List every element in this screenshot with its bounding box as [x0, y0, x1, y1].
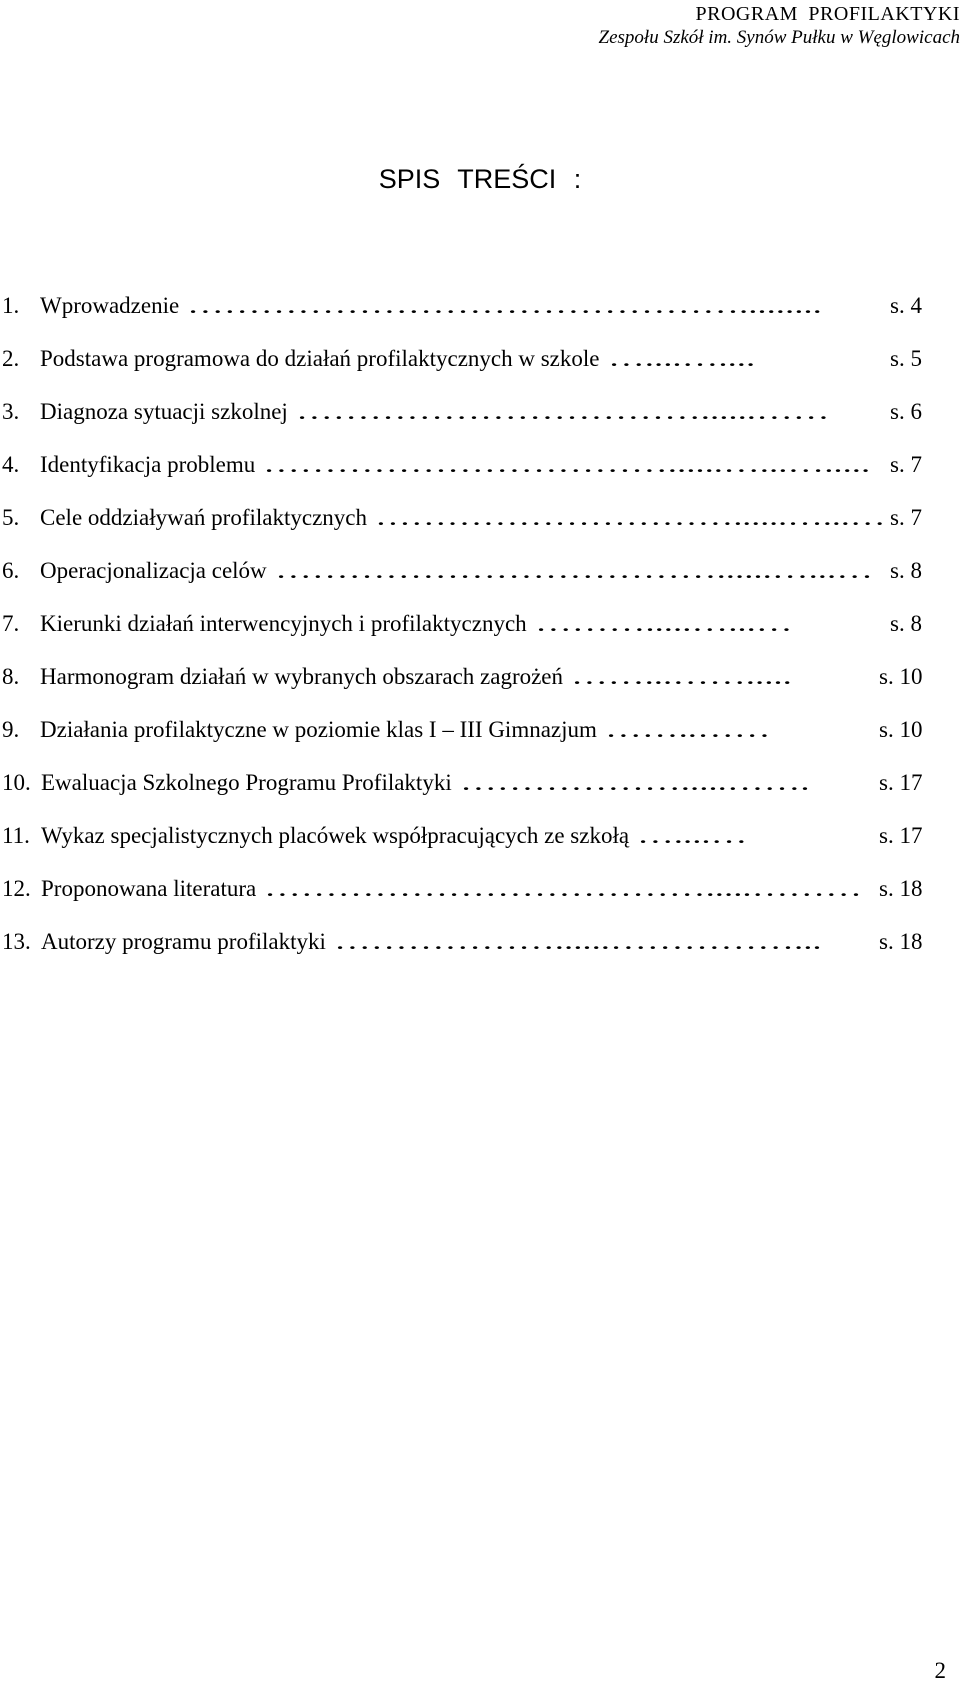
toc-entry-page: s. 7: [890, 505, 922, 530]
toc-entry-number: 5.: [2, 505, 20, 530]
toc-entry-label: Harmonogram działań w wybranych obszarach zagrożeń: [40, 664, 564, 689]
toc-entry-number: 12.: [2, 876, 31, 901]
toc-entry-label: Działania profilaktyczne w poziomie klas I – III Gimnazjum: [40, 717, 597, 742]
toc-entry-number: 4.: [2, 452, 20, 477]
toc-entry-number: 13.: [2, 929, 31, 954]
toc-entry[interactable]: [0, 927, 960, 980]
toc-entry-label: Cele oddziaływań profilaktycznych: [40, 505, 367, 530]
toc-entry-leader: ……………………………......……: [296, 399, 830, 424]
toc-entry-number: 11.: [2, 823, 30, 848]
toc-entry-leader: ……...…….....: [571, 664, 792, 689]
page-number: 2: [934, 1658, 946, 1683]
toc-entry-leader: ………………......……………...: [334, 929, 822, 954]
toc-entry-page: s. 18: [879, 929, 923, 954]
document-title: SPIS TREŚCI :: [378, 164, 582, 194]
toc-entry-label: Kierunki działań interwencyjnych i profilaktycznych: [40, 611, 527, 636]
toc-entry-page: s. 18: [879, 876, 923, 901]
toc-entry-leader: …………………………......…...…: [375, 505, 886, 530]
toc-entry-label: Wykaz specjalistycznych placówek współpracujących ze szkołą: [41, 823, 630, 848]
toc-entry-page: s. 17: [879, 823, 923, 848]
toc-entry-label: Proponowana literatura: [41, 876, 257, 901]
table-of-contents: [0, 291, 960, 980]
header-title: PROGRAM PROFILAKTYKI: [695, 3, 960, 25]
toc-entry[interactable]: [0, 662, 960, 715]
toc-entry[interactable]: [0, 397, 960, 450]
toc-entry-label: Ewaluacja Szkolnego Programu Profilaktyki: [41, 770, 452, 795]
toc-entry[interactable]: [0, 609, 960, 662]
toc-entry-leader: ………………………………......…...…: [275, 558, 873, 583]
toc-entry-leader: ……….....…...…: [535, 611, 793, 636]
header-subtitle: Zespołu Szkół im. Synów Pułku w Węglowicach: [598, 27, 960, 48]
toc-entry-page: s. 10: [879, 664, 923, 689]
toc-entry[interactable]: [0, 344, 960, 397]
toc-entry-leader: …....…: [637, 823, 748, 848]
toc-entry[interactable]: [0, 715, 960, 768]
toc-entry-leader: ……..……: [605, 717, 771, 742]
toc-entry-page: s. 10: [879, 717, 923, 742]
toc-entry[interactable]: [0, 556, 960, 609]
toc-entry-page: s. 17: [879, 770, 923, 795]
toc-entry-number: 10.: [2, 770, 31, 795]
toc-entry-number: 8.: [2, 664, 20, 689]
toc-entry-page: s. 7: [890, 452, 922, 477]
toc-entry-label: Autorzy programu profilaktyki: [41, 929, 326, 954]
toc-entry-label: Wprowadzenie: [40, 293, 180, 318]
toc-entry[interactable]: [0, 821, 960, 874]
toc-entry[interactable]: [0, 768, 960, 821]
toc-entry[interactable]: [0, 291, 960, 344]
toc-entry-leader: ……………………………………….........: [187, 293, 822, 318]
toc-entry[interactable]: [0, 450, 960, 503]
toc-entry-label: Operacjonalizacja celów: [40, 558, 267, 583]
toc-entry-page: s. 6: [890, 399, 922, 424]
toc-entry-page: s. 8: [890, 611, 922, 636]
toc-entry[interactable]: [0, 503, 960, 556]
toc-entry-number: 1.: [2, 293, 20, 318]
toc-entry-number: 9.: [2, 717, 20, 742]
toc-entry-number: 2.: [2, 346, 20, 371]
toc-entry-label: Diagnoza sytuacji szkolnej: [40, 399, 288, 424]
toc-entry-leader: ……………….....…….: [460, 770, 810, 795]
toc-entry-number: 7.: [2, 611, 20, 636]
toc-entry-leader: ……………………………….....………: [264, 876, 862, 901]
toc-entry-page: s. 5: [890, 346, 922, 371]
toc-entry-page: s. 8: [890, 558, 922, 583]
toc-entry-leader: ……………………………......…...….....: [263, 452, 871, 477]
toc-entry-number: 6.: [2, 558, 20, 583]
toc-entry-label: Podstawa programowa do działań profilaktycznych w szkole: [40, 346, 600, 371]
toc-entry-leader: …....…....: [608, 346, 756, 371]
page-header: [560, 2, 960, 50]
toc-entry-number: 3.: [2, 399, 20, 424]
toc-entry-label: Identyfikacja problemu: [40, 452, 256, 477]
toc-entry-page: s. 4: [890, 293, 922, 318]
toc-entry[interactable]: [0, 874, 960, 927]
